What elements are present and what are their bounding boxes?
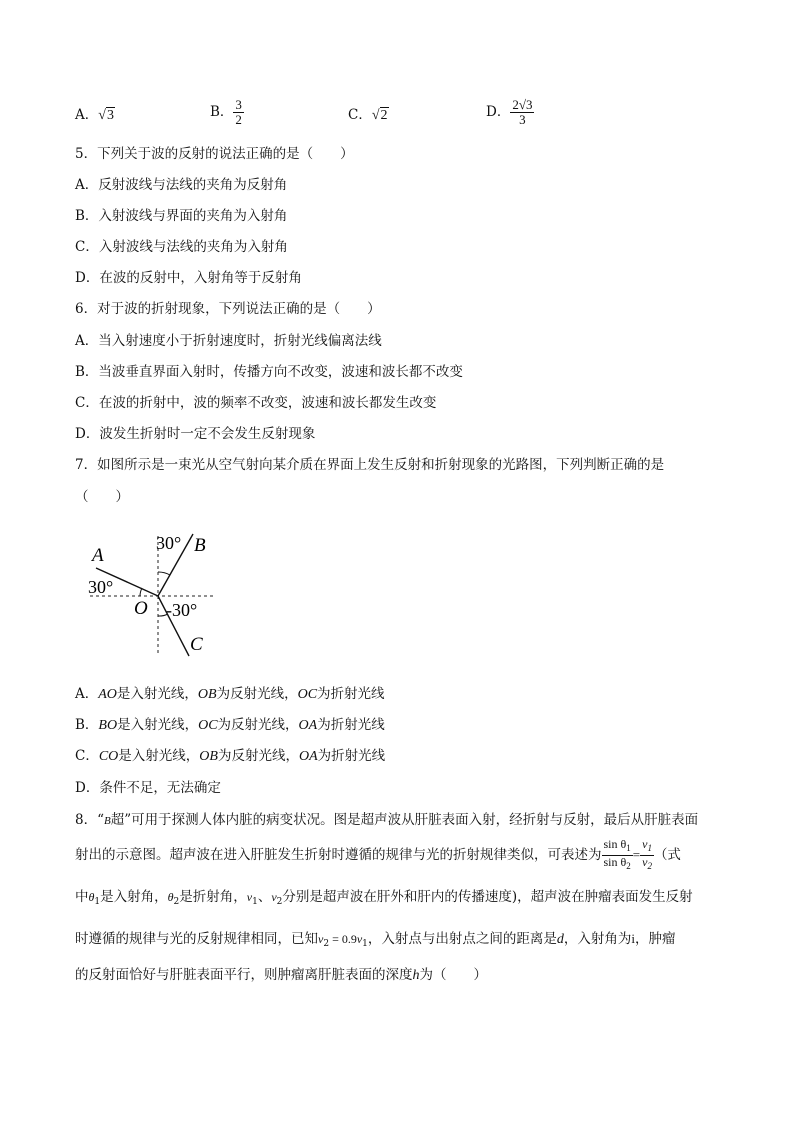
q4-option-d-fraction	[510, 98, 534, 127]
label-b: B	[194, 535, 206, 556]
q7-light-path-figure	[82, 530, 222, 660]
q4-option-d-den: 3	[519, 112, 526, 127]
q4-option-d-rad: 3	[525, 97, 533, 112]
q4-option-a-label: A．	[75, 107, 99, 123]
q4-option-c-value: 2	[380, 108, 388, 123]
q7-option-c: C．CO是入射光线，OB为反射光线，OA为折射光线	[75, 748, 386, 764]
q4-option-a-value: 3	[106, 108, 114, 123]
angle-label-top: 30°	[156, 533, 182, 553]
q8-line-4: 时遵循的规律与光的反射规律相同，已知$v_2 = 0.9v_1$，入射点与出射点之间的距离是d，入射角为i，肿瘤	[75, 931, 676, 949]
q4-option-a-sqrt: √3	[98, 108, 114, 123]
angle-label-left: 30°	[88, 577, 114, 597]
q4-option-d-coef: 2	[512, 97, 519, 112]
q4-option-b-den: 2	[235, 112, 242, 127]
q5-option-d: D．在波的反射中，入射角等于反射角	[75, 270, 302, 286]
q7-stem: 7．如图所示是一束光从空气射向某介质在界面上发生反射和折射现象的光路图，下列判断正确的是	[75, 457, 665, 473]
angle-arc-left	[140, 588, 142, 596]
q5-option-b: B．入射波线与界面的夹角为入射角	[75, 208, 288, 224]
q6-option-a: A．当入射速度小于折射速度时，折射光线偏离法线	[75, 333, 382, 349]
q4-option-d-num: 2√3	[512, 97, 533, 112]
q8-sin-ratio: $\frac{\sin \theta_1}{\sin \theta_2}$	[603, 837, 631, 871]
q4-option-b-fraction	[233, 98, 244, 127]
q5-option-c: C．入射波线与法线的夹角为入射角	[75, 239, 288, 255]
q8-line-1: 8．“B超”可用于探测人体内脏的病变状况。图是超声波从肝脏表面入射，经折射与反射，最后从肝脏表面	[75, 812, 699, 828]
q5-option-a: A．反射波线与法线的夹角为反射角	[75, 177, 288, 193]
q8-speed-ratio: $\frac{v_1}{v_2}$	[642, 837, 652, 871]
q6-option-c: C．在波的折射中，波的频率不改变，波速和波长都发生改变	[75, 395, 437, 411]
q8-line-5: 的反射面恰好与肝脏表面平行，则肿瘤离肝脏表面的深度h为（ ）	[75, 967, 487, 983]
q4-option-a	[75, 103, 115, 124]
q5-stem: 5．下列关于波的反射的说法正确的是（ ）	[75, 146, 354, 162]
label-o: O	[134, 598, 148, 619]
angle-arc-top	[158, 572, 170, 575]
q4-option-d-label: D．	[486, 104, 511, 120]
q4-option-c	[348, 103, 389, 124]
label-c: C	[190, 634, 203, 655]
q7-option-d: D．条件不足，无法确定	[75, 780, 221, 796]
q4-option-c-sqrt: √2	[371, 108, 388, 123]
q8-line-3: 中$\theta_1$是入射角，$\theta_2$是折射角，$v_1$、$v_2$分别是超声波在肝外和肝内的传播速度)，超声波在肿瘤表面发生反射	[75, 889, 693, 907]
label-a: A	[92, 545, 104, 566]
q6-option-d: D．波发生折射时一定不会发生反射现象	[75, 426, 316, 442]
q7-option-a: A．AO是入射光线，OB为反射光线，OC为折射光线	[75, 686, 385, 702]
q4-option-b-num: 3	[235, 97, 242, 112]
q6-stem: 6．对于波的折射现象，下列说法正确的是（ ）	[75, 301, 381, 317]
q4-option-d	[486, 98, 534, 127]
q8-line-2: 射出的示意图。超声波在进入肝脏发生折射时遵循的规律与光的折射规律类似，可表述为 $\frac{\sin \theta_1}{\sin \theta_2}$ = $\frac{v_1}{v_2}$ （式	[75, 837, 681, 871]
q4-option-c-label: C．	[348, 107, 372, 123]
q6-option-b: B．当波垂直界面入射时，传播方向不改变，波速和波长都不改变	[75, 364, 463, 380]
q7-stem-paren: （ ）	[75, 489, 129, 505]
angle-label-bottom: -30°	[166, 600, 198, 620]
q4-option-b-label: B．	[210, 104, 234, 120]
q4-option-b	[210, 98, 244, 127]
q7-option-b: B．BO是入射光线，OC为反射光线，OA为折射光线	[75, 717, 385, 733]
